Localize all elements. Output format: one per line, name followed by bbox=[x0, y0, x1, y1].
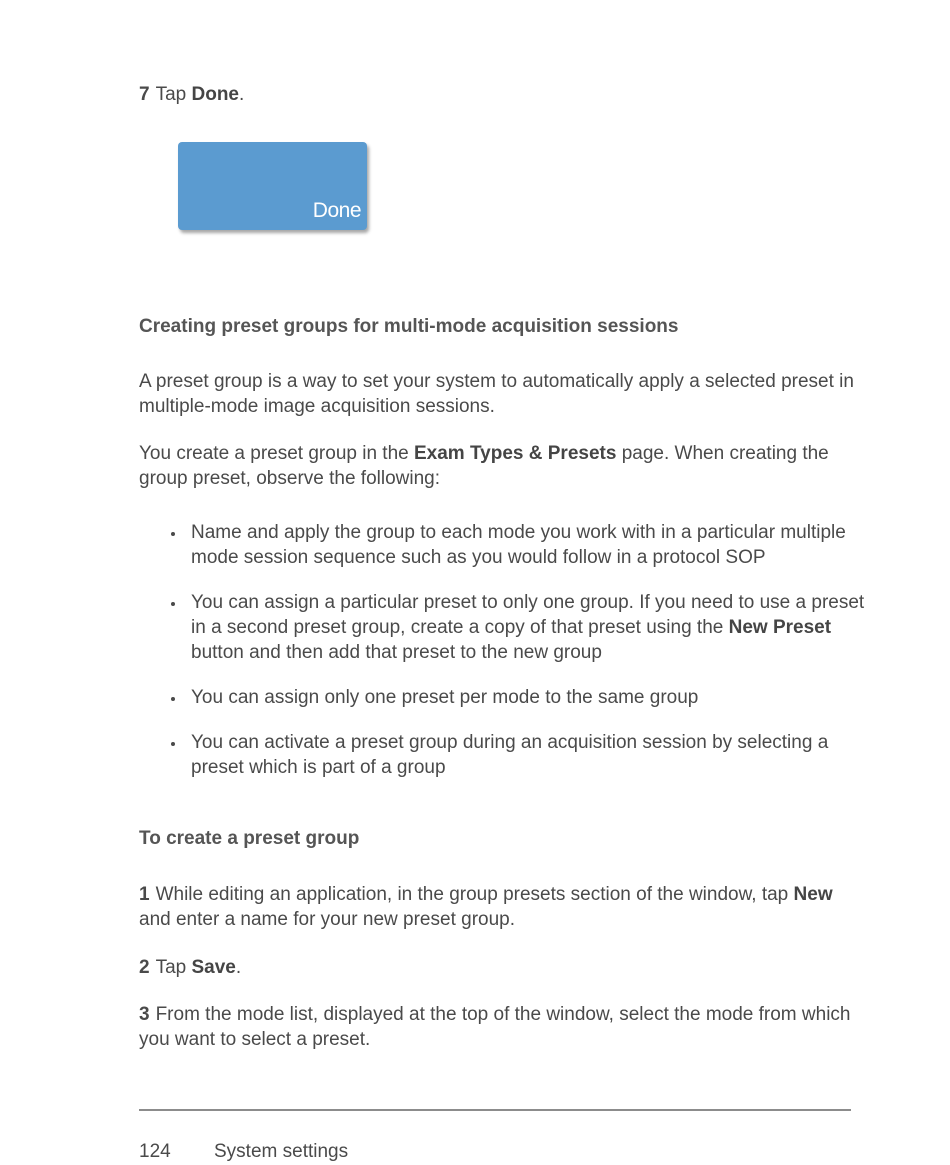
list-item: You can activate a preset group during an acquisition session by selecting a preset which is part of a group bbox=[170, 730, 850, 780]
guidelines-list bbox=[170, 730, 850, 780]
section-heading-preset-groups: Creating preset groups for multi-mode acquisition sessions bbox=[139, 316, 679, 337]
footer-divider bbox=[139, 1109, 851, 1111]
page-footer bbox=[139, 1139, 739, 1164]
done-button-label: Done bbox=[312, 199, 361, 222]
step-2: 2 Tap Save. bbox=[139, 957, 242, 978]
list-item: You can assign a particular preset to only one group. If you need to use a preset in a second preset group, create a copy of that preset using the New Preset button and then add that preset to the new group bbox=[170, 590, 870, 665]
list-item: You can assign only one preset per mode to the same group bbox=[170, 685, 870, 710]
done-button[interactable] bbox=[178, 142, 367, 230]
guidelines-list bbox=[170, 685, 870, 710]
footer-section-title: System settings bbox=[214, 1141, 349, 1162]
list-item: Name and apply the group to each mode you work with in a particular multiple mode session sequence such as you would follow in a protocol SOP bbox=[170, 520, 870, 570]
guidelines-list bbox=[170, 590, 870, 665]
section-heading-create-group: To create a preset group bbox=[139, 828, 360, 849]
exam-types-paragraph: You create a preset group in the Exam Types & Presets page. When creating the group preset, observe the following: bbox=[139, 443, 829, 489]
step-7: 7 Tap Done. bbox=[139, 84, 245, 105]
page-number: 124 bbox=[139, 1141, 171, 1162]
guidelines-list bbox=[170, 520, 870, 570]
step-1: 1 While editing an application, in the group presets section of the window, tap New and enter a name for your new preset group. bbox=[139, 884, 833, 930]
step-3: 3 From the mode list, displayed at the top of the window, select the mode from which you want to select a preset. bbox=[139, 1004, 851, 1050]
intro-paragraph: A preset group is a way to set your system to automatically apply a selected preset in multiple-mode image acquisition sessions. bbox=[139, 371, 854, 417]
